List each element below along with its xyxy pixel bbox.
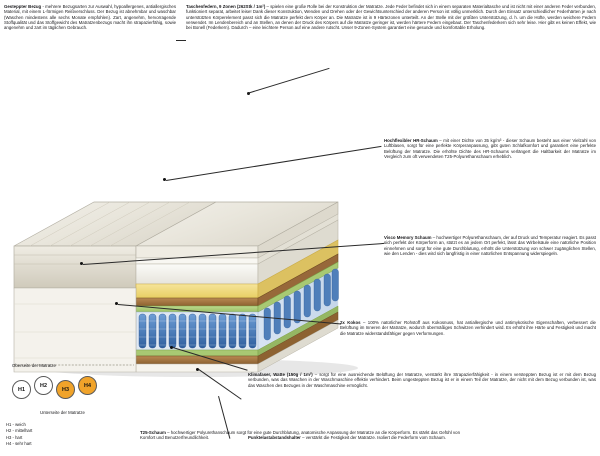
hardness-chip-row	[10, 374, 130, 404]
body-bezug: - mehrere Bezugsarten zur Auswahl, hypoallergenes, antiallergisches Material, mit einem L-förmigen Reißverschluss. Der Bezug ist abnehmbar und waschbar (Waschen mindestens alle sechs Monate empfohlen). Zart, angenehm, hervorragende Stoffqualität und das Stoffgewicht des Matratzenbezugs macht ihn strapazierfähig, sowie angenehm und zart im täglichen Gebrauch.	[4, 4, 176, 31]
label-kokos: 2x Kokos	[340, 320, 361, 325]
label-klimafaser: Klimafaser, Watte (150g / 1m²)	[248, 372, 313, 377]
label-visco: Visco Memory Schaum	[384, 235, 432, 240]
hardness-chip-h1[interactable]: H1	[12, 380, 31, 399]
label-taschenfedern: Taschenfedern, 9 Zonen (262Stk / 1m²)	[186, 4, 266, 9]
legend-item-h4: H4 - sehr hart	[6, 440, 32, 446]
mattress-cutaway-illustration	[8, 118, 386, 380]
label-hr-schaum: Hochflexibler HR-Schaum	[384, 138, 438, 143]
hardness-chip-h3[interactable]: H3	[56, 380, 75, 399]
body-visco: – hochwertiger Polyurethanschaum, der auf Druck und Temperatur reagiert. Es passt sich perfekt der Körperform an, stützt es an jedem Ort perfekt, lässt das Wirbelsäule eine natürliche Position einnehmen und sorgt für eine gute Durchblutung, erhöht die Unterstützung von schwer zugänglichen Stellen, wie den Lenden - dies wird sich langfristig in einer natürlichen Entspannung widerspiegeln.	[384, 235, 597, 256]
legend-item-h1: H1 - weich	[6, 422, 26, 427]
zone-caption-bottom: Unterseite der Matratze	[40, 410, 85, 415]
label-t25-schaum: T25-Schaum	[140, 430, 166, 435]
body-taschenfedern: – spielen eine große Rolle bei der Konstruktion der Matratze. Jede Feder befindet sich in einem separaten Materialtasche und ist nicht mit einer anderen Feder verbunden, funktioniert separat, arbeitet leise! Dank dieser Konstruktion, Wenden und Drehen oder der Gewichtsunterschied der anderen Person ist völlig unmerklich. Durch den Einsatz unterschiedlicher Federhärten je nach unterstützten Körperelement passt sich die Matratze perfekt dem Körper an. Die Matratze ist in 9 Härtezonen unterteilt. An der Stelle mit der größten Unterstützung, d. h. um die Hüfte, werden weichere Federn verwendet. Im Lendenbereich und an Stellen, an denen der Druck des Körpers auf die Matratze geringer ist, werden härtere Federn eingebaut. Der Taschenfederkern sich sehr leise. Hier gibt es keinen Effekt, wie bei Bonell (Federkern). Dadurch – eine leichtere Person auf eine andere rutscht. Unser 9-Zonen-System garantiert eine gesunde und komfortable Erholung.	[186, 4, 596, 31]
leader-line-bezug	[176, 40, 186, 41]
body-kokos: – 100% natürlicher Rohstoff aus Kokosnuss, hat antiallergische und antimykotische Eigenschaften, verbessert die Belüftung im Inneren der Matratze, wodurch übermäßiges Schwitzen verhindert wird. Es erhöht ihre Härte und Festigkeit und macht die Matratze widerstandsfähiger gegen Verformungen.	[340, 320, 596, 336]
body-klimafaser: – sorgt für eine ausreichende Belüftung der Matratze, verstärkt ihre Strapazierfähigkeit - in einem versteppten Bezug ist er mit dem Bezug verbunden, was das Waschen in der Waschmaschine effektiv verhindert. Beim ungesteppten Bezug ist er in einem Teil der Matratze, der nicht mit dem Bezug verbunden ist, was das Waschen des Bezuges in der Waschmaschine ermöglicht.	[248, 372, 596, 388]
text-block-taschenfedern	[186, 4, 596, 31]
hardness-chip-h2[interactable]: H2	[34, 376, 53, 395]
text-block-hr-schaum	[384, 138, 596, 159]
text-block-bezug	[4, 4, 176, 31]
text-block-visco	[384, 235, 596, 256]
mattress-svg	[8, 118, 386, 380]
text-block-kokos	[340, 320, 596, 336]
text-block-klimafaser	[248, 372, 596, 388]
body-punktelastisch: – verstärkt die Festigkeit der Matratze. Isoliert die Federform vom Schaum.	[300, 435, 446, 440]
label-bezug: Gesteppter Bezug	[4, 4, 42, 9]
body-t25-schaum: – hochwertiger Polyurethanschaum sorgt für eine gute Durchblutung, anatomische Anpassung der Matratze an die Körperform. Es stärkt das Gefühl von Komfort und Benutzerfreundlichkeit.	[140, 430, 460, 441]
zone-caption-top: Oberseite der Matratze	[12, 363, 56, 368]
text-block-t25-schaum	[140, 430, 460, 441]
hardness-chip-h4[interactable]: H4	[78, 376, 97, 395]
label-punktelastisch: Punktelastabstandshalter	[248, 435, 301, 440]
legend-item-h2: H2 - mittelhart	[6, 428, 33, 434]
legend-item-h3: H3 - hart	[6, 434, 23, 440]
leader-line-taschenfedern	[247, 68, 329, 94]
hardness-legend	[6, 422, 32, 447]
body-hr-schaum: – mit einer Dichte von 35 kg/m³ - dieser Schaum besteht aus einer Vielzahl von Luftblasen, sorgt für eine perfekte Körperanpassung, gibt guten Schlafkomfort und garantiert eine perfekte Belüftung der Matratze. Die erhöhte Dichte des HR-Schaums verlängert die Haltbarkeit der Matratze im Vergleich zum oft verwendeten T25-Polyurethanschaum erheblich.	[384, 138, 597, 159]
